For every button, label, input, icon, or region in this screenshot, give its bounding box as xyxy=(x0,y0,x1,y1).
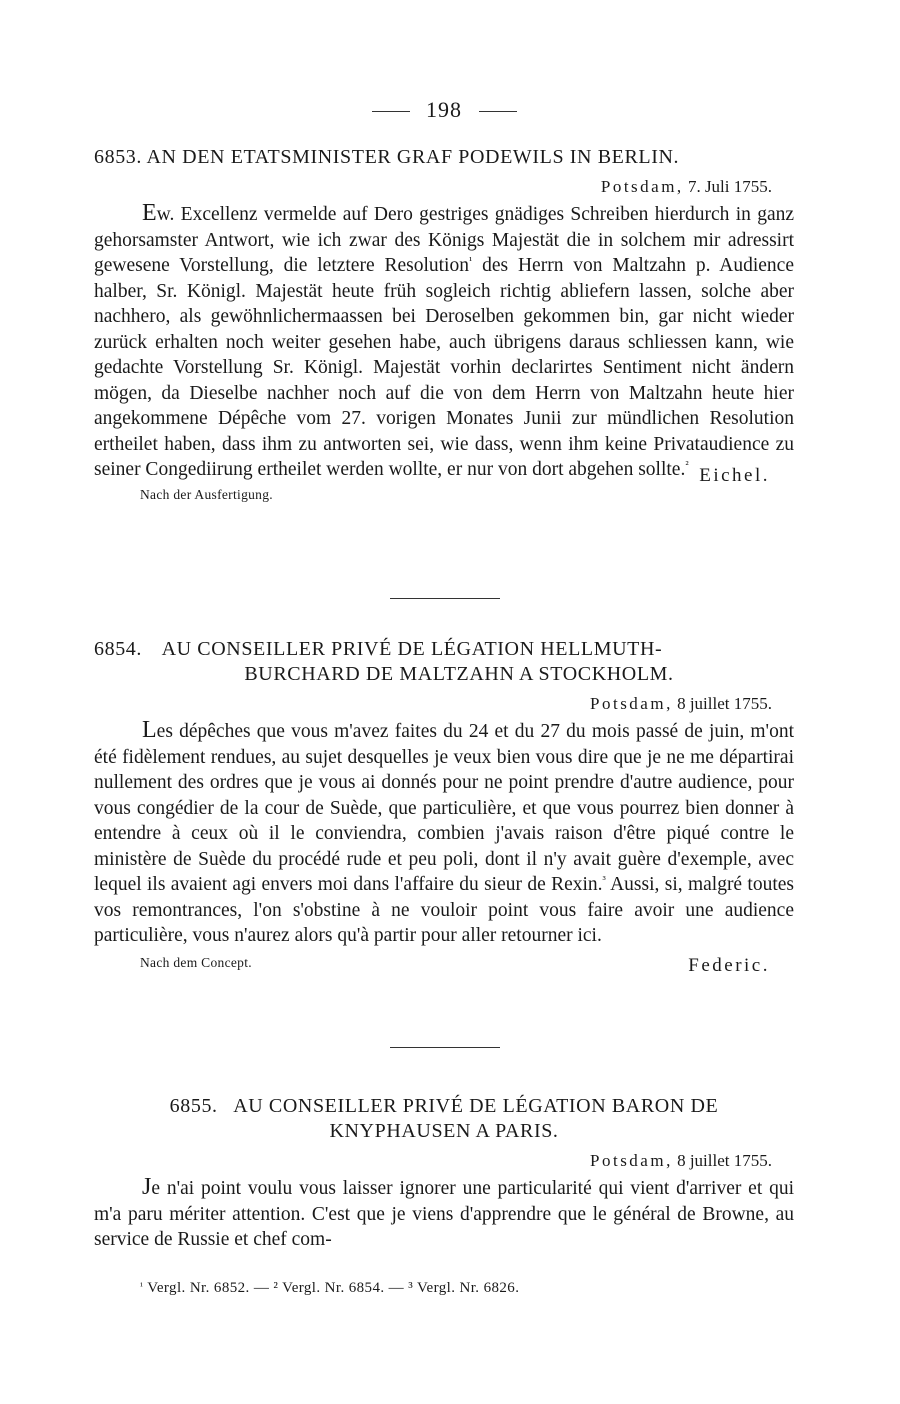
letter-6853 xyxy=(94,145,794,509)
footnote-ref-3[interactable]: ³ xyxy=(602,874,606,886)
source-note: Nach dem Concept. xyxy=(140,954,252,970)
footnote-ref-1[interactable]: ¹ xyxy=(468,255,473,267)
letter-text-part-a: e n'ai point voulu vous laisser ignorer une particularité qui vient d'arriver et qui m'a paru mériter attention. C'est que je viens d'apprendre que le général de Browne, au service de Russie et chef com- xyxy=(94,1178,794,1250)
letter-footer xyxy=(94,949,794,975)
letter-heading xyxy=(94,145,794,170)
footnotes xyxy=(140,1280,519,1297)
letter-heading xyxy=(94,637,794,687)
letter-6854 xyxy=(94,637,794,975)
letter-date: 8 juillet 1755. xyxy=(677,1151,772,1170)
letter-number: 6853. xyxy=(94,146,142,168)
letter-recipient-line2: KNYPHAUSEN A PARIS. xyxy=(329,1120,559,1142)
letter-number: 6855. xyxy=(169,1095,218,1117)
letter-footer xyxy=(94,464,794,509)
section-divider xyxy=(390,1047,500,1048)
signature: Eichel. xyxy=(699,464,770,486)
page-header xyxy=(94,97,794,123)
initial-letter: E xyxy=(142,200,157,226)
letter-body xyxy=(94,1175,794,1253)
letter-recipient-line1: AU CONSEILLER PRIVÉ DE LÉGATION HELLMUTH- xyxy=(161,638,663,660)
letter-body xyxy=(94,201,794,483)
source-note: Nach der Ausfertigung. xyxy=(140,486,273,502)
letter-recipient-line1: AU CONSEILLER PRIVÉ DE LÉGATION BARON DE xyxy=(233,1095,719,1117)
letter-text-part-b: Aussi, si, malgré toutes vos remontrances, l'on s'obstine à ne vouloir point vous faire avoir une audience particulière, vous n'aurez alors qu'à partir pour aller retourner ici. xyxy=(94,874,794,946)
letter-text-part-b: des Herrn von Maltzahn p. Audience halber, Sr. Königl. Majestät heute früh sogleich richtig abliefern lassen, solche aber nachhero, als gewöhnlichermaassen bei Deroselben gekommen bin, gar nicht wieder zurück erhalten noch weiter gesehen habe, auch übrigens daraus schliessen kann, wie gedachte Vorstellung Sr. Königl. Majestät vorhin declarirtes Sentiment nicht ändern mögen, da Dieselbe nachher noch auf die von dem Herrn von Maltzahn heute hier angekommene Dépêche vom 27. vorigen Monates Junii zur mündlichen Resolution ertheilet haben, dass ihm zu antworten sei, wie dass, wenn ihm keine Privataudience zu seiner Congediirung ertheilet werden wollte, er nur von dort abgehen sollte. xyxy=(94,255,794,480)
initial-letter: J xyxy=(142,1174,152,1200)
letter-dateline xyxy=(94,693,794,715)
section-divider xyxy=(390,598,500,599)
signature: Federic. xyxy=(688,954,770,976)
letter-recipient-line2: BURCHARD DE MALTZAHN A STOCKHOLM. xyxy=(244,663,674,685)
letter-date: 8 juillet 1755. xyxy=(677,694,772,713)
letter-recipient: AN DEN ETATSMINISTER GRAF PODEWILS IN BERLIN. xyxy=(146,146,680,168)
footnotes-text: Vergl. Nr. 6852. — ² Vergl. Nr. 6854. — ³ Vergl. Nr. 6826. xyxy=(147,1280,520,1296)
letter-place: Potsdam, xyxy=(590,694,673,713)
letter-number: 6854. xyxy=(94,638,142,660)
footnote-ref-2[interactable]: ² xyxy=(685,459,689,471)
letter-date: 7. Juli 1755. xyxy=(687,177,772,196)
footnote-mark-1: ¹ xyxy=(140,1281,144,1292)
letter-text-part-a: w. Excellenz vermelde auf Dero gestriges gnädiges Schreiben hierdurch in ganz gehorsamster Antwort, wie ich zwar des Königs Majestät die in solchem mir adressirt gewesene Vorstellung, die letztere Resolution xyxy=(94,204,794,276)
letter-dateline xyxy=(94,1150,794,1172)
letter-body xyxy=(94,718,794,949)
letter-6855 xyxy=(94,1094,794,1253)
initial-letter: L xyxy=(142,717,157,743)
header-dash-left xyxy=(372,111,410,112)
document-page xyxy=(94,0,794,1404)
page-number: 198 xyxy=(426,97,462,122)
letter-place: Potsdam, xyxy=(600,177,684,196)
letter-heading xyxy=(94,1094,794,1144)
header-dash-right xyxy=(479,111,517,112)
letter-dateline xyxy=(94,176,794,198)
letter-text-part-a: es dépêches que vous m'avez faites du 24 et du 27 du mois passé de juin, m'ont été fidèlement rendues, au sujet desquelles je veux bien vous dire que je ne me départirai nullement des ordres que je vous ai donnés pour ne point prendre d'autre audience, pour vous congédier de la cour de Suède, que particulière, et que vous pourrez bien donner à entendre à ceux où il le conviendra, combien j'avais raison d'être piqué contre le ministère de Suède du procédé rude et peu poli, dont il n'y avait guère d'exemple, avec lequel ils avaient agi envers moi dans l'affaire du sieur de Rexin. xyxy=(94,721,794,895)
letter-place: Potsdam, xyxy=(590,1151,673,1170)
